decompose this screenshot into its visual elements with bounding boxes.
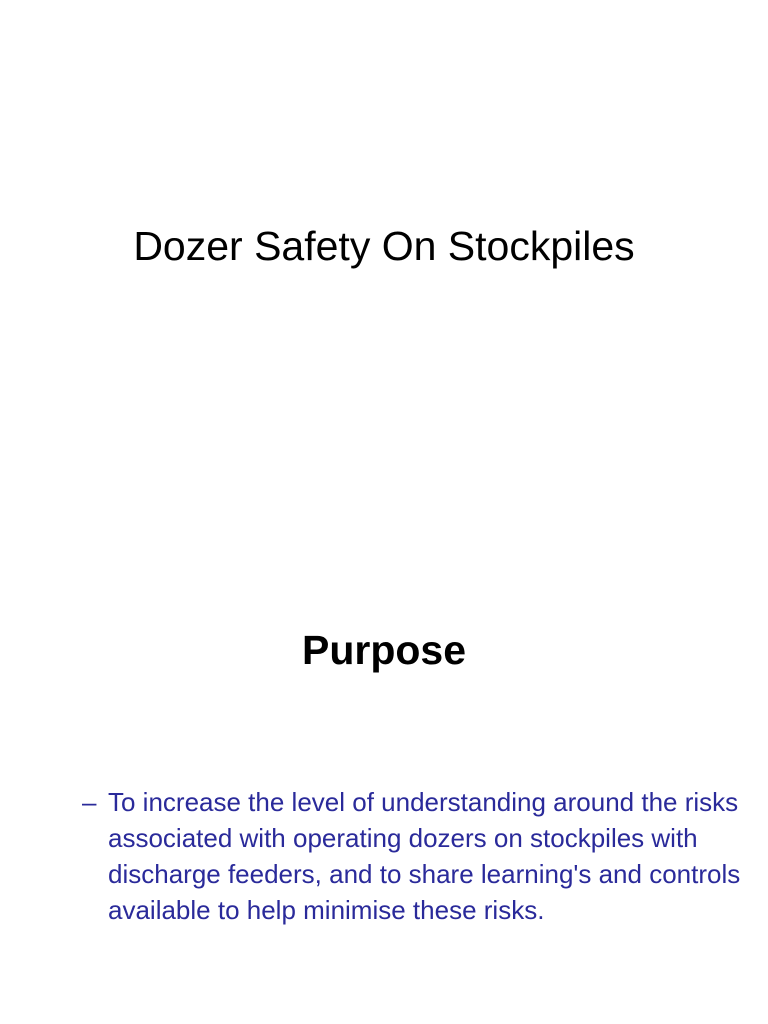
bullet-text: To increase the level of understanding around the risks associated with operating dozers on stockpiles with discharge feeders, and to share learning's and controls available to help minimise these risks. — [108, 787, 741, 925]
bullet-item — [82, 784, 742, 928]
slide-purpose — [0, 512, 768, 1024]
bullet-dash-icon: – — [82, 787, 97, 817]
slide-title: Dozer Safety On Stockpiles — [133, 223, 635, 269]
section-heading: Purpose — [301, 627, 467, 673]
